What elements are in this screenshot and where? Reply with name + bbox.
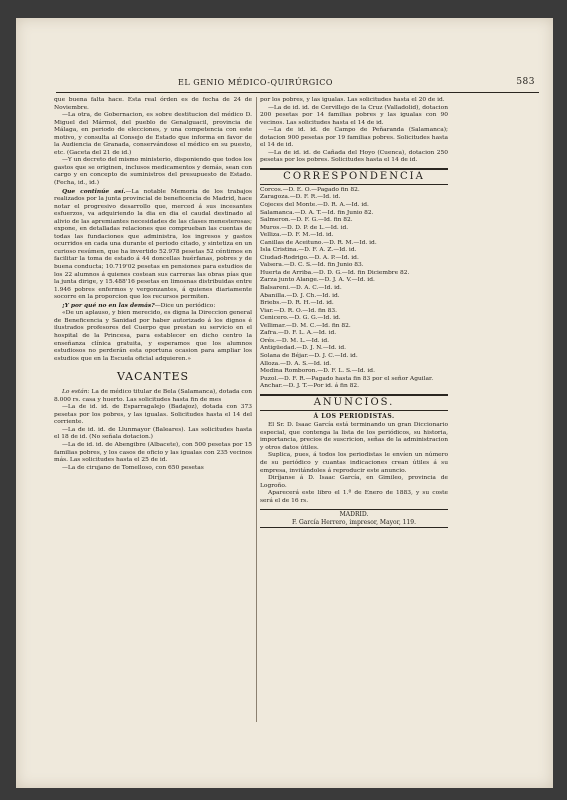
vacancy-item: —La de id. id. de Esparragalejo (Badajoz), dotada con 373 pesetas por los pobres, y las igualas. Solicitudes hasta el 14 del corriente. xyxy=(54,404,252,426)
correspondence-entry: Solana de Béjar.—D. J. C.—Id. id. xyxy=(260,352,358,359)
vacancy-item: —La de id. id. de Cervillejo de la Cruz (Valladolid), dotacion 200 pesetas por 14 familias pobres y las igualas con 90 vecinos. Las solicitudes hasta el 14 de id. xyxy=(260,104,448,126)
paragraph: —Y un decreto del mismo ministerio, disponiendo que todos los gastos que se originen, inclusos medicamentos y demás, sean con cargo y en concepto de suministros del presupuesto de Estado. (Fecha, id., id.) xyxy=(54,157,252,187)
correspondence-entry: Salamanca.—D. A. T.—Id. fin Junio 82. xyxy=(260,209,374,216)
header-rule xyxy=(56,92,539,93)
column-divider xyxy=(256,97,257,722)
correspondence-entry: Balsareni.—D. A. C.—Id. id. xyxy=(260,285,342,292)
paragraph xyxy=(54,302,252,311)
vacancy-item: —La de id. id. de Campo de Peñaranda (Salamanca); dotacion 900 pesetas por 19 familias pobres. Solicitudes hasta el 14 de id. xyxy=(260,127,448,149)
vacancy-item: por los pobres, y las igualas. Las solicitudes hasta el 20 de id. xyxy=(260,97,445,103)
correspondence-entry: Alloza.—D. A. S.—Id. id. xyxy=(260,360,332,367)
correspondence-entry: Cenicero.—D. G. G.—Id. id. xyxy=(260,315,341,322)
right-column xyxy=(260,97,448,528)
correspondence-entry: Cojeces del Monte.—D. R. A.—Id. id. xyxy=(260,202,369,209)
vacantes-heading: VACANTES xyxy=(116,370,190,384)
left-column xyxy=(54,97,252,472)
correspondence-entry: Medina Romboron.—D. F. L. S.—Id. id. xyxy=(260,368,375,375)
correspondence-entry: Velliza.—D. F. M.—Id. id. xyxy=(260,232,334,239)
paragraph-text: —La notable Memoria de los trabajos realizados por la junta provincial de beneficencia de Madrid, hace notar el progresivo desarrollo que, merced á sus incesantes esfuerzos, va adquiriendo la dia en dia el caudal destinado al alivio de las apremiantes necesidades de las clases menesterosas; expone, en detalladas relaciones que comprueban las cuentas de todas las fundaciones que administra, los ingresos y gastos ocurridos en cada una durante el periodo citado, y sintetiza en un curioso resúmen, que ha invertido 52.978 pesetas 52 céntimos en facilitar la toma de estado á 44 doncellas huérfanas, pobres y de buena conducta; 10.719'02 pesetas en pensiones para estudios de los 22 alumnos á quienes costean sus carreras las obras pías que la junta dirige, y 15.488'16 pesetas en limosnas distribuidas entre 1.946 pobres enfermos y vergonzantes, á quienes diariamente socorre en la proporcion que los recursos permiten. xyxy=(54,188,252,301)
correspondence-entry: Zarza junto Alange.—D. J. A. V.—Id. id. xyxy=(260,277,375,284)
imprint-city: MADRID. xyxy=(339,511,369,519)
printer-imprint xyxy=(260,509,448,528)
correspondence-entry: Viar.—D. R. O.—Id. fin 83. xyxy=(260,307,337,314)
correspondence-entry: Isla Cristina.—D. F. A. Z.—Id. id. xyxy=(260,247,357,254)
vacancy-item: —La de id. id. de Abengibre (Albacete), con 500 pesetas por 15 familias pobres, y los casos de oficio y las igualas con 235 vecinos más. Las solicitudes hasta el 25 de id. xyxy=(54,441,252,464)
correspondence-entry: Orés.—D. M. L.—Id. id. xyxy=(260,337,329,344)
correspondence-entry: Antigüedad.—D. J. N.—Id. id. xyxy=(260,345,346,352)
correspondence-entry: Valsera.—D. C. S.—Id. fin Junio 83. xyxy=(260,262,364,269)
correspondence-entry: Ciudad-Rodrigo.—D. A. P.—Id. id. xyxy=(260,254,359,261)
vacancy-item: —La de cirujano de Tomelloso, con 650 pesetas xyxy=(62,464,204,471)
correspondence-entry: Salmeron.—D. F. G.—Id. fin 82. xyxy=(260,217,353,224)
imprint-printer: F. García Herrero, impresor, Mayor, 119. xyxy=(291,518,417,526)
paragraph-text: La de médico titular de Bela (Salamanca), dotada con 8.000 rs. casa y huerto. Las solicitudes hasta fin de mes xyxy=(54,389,253,403)
correspondence-list xyxy=(260,187,448,391)
correspondence-entry: Corcos.—D. E. O.—Pagado fin 82. xyxy=(260,186,360,193)
correspondence-entry: Briebs.—D. R. H.—Id. id. xyxy=(260,300,334,307)
newspaper-page xyxy=(16,18,553,788)
page-header xyxy=(56,76,539,90)
correspondence-entry: Huerta de Arriba.—D. D. G.—Id. fin Diciembre 82. xyxy=(260,269,410,276)
announcement-paragraph: Diríjanse á D. Isaac García, en Gimileo, provincia de Logroño. xyxy=(260,475,448,489)
correspondence-entry: Muros.—D. D. P. de L.—Id. id. xyxy=(260,224,349,231)
paragraph: —La otra, de Gobernacion, es sobre destitucion del médico D. Miguel del Mármol, del pueblo de Genalguacil, provincia de Málaga, en periodo de elecciones, y una competencia con este motivo, y consulta al Consejo de Estado que informa en favor de la Audiencia de Granada, conservándose el médico en su puesto, etc. (Gaceta del 21 de id.) xyxy=(54,112,252,156)
paragraph-text: —Dice un periódico: xyxy=(154,302,216,309)
anuncios-subheading: Á LOS PERIODISTAS. xyxy=(313,412,395,420)
anuncios-heading: ANUNCIOS. xyxy=(260,394,448,411)
correspondence-entry: Vellimar.—D. M. C.—Id. fin 82. xyxy=(260,322,351,329)
vacancy-item: —La de id. id. de Llunmayor (Baleares). Las solicitudes hasta el 18 de id. (No señala dotacion.) xyxy=(54,426,252,441)
correspondence-entry: Canillas de Aceituno.—D. R. M.—Id. id. xyxy=(260,239,377,246)
vacancy-item: —La de id. id. de Cañada del Hoyo (Cuenca), dotacion 250 pesetas por los pobres. Solicitudes hasta el 14 de id. xyxy=(260,149,448,164)
correspondence-entry: Zaragoza.—D. F. R.—Id. id. xyxy=(260,194,341,201)
paragraph-lead: Lo están: xyxy=(62,389,90,396)
announcement-paragraph: Aparecerá este libro el 1.º de Enero de 1883, y su coste será el de 16 rs. xyxy=(260,490,448,504)
paragraph xyxy=(54,188,252,302)
paragraph: que buena falta hace. Esta real órden es de fecha de 24 de Noviembre. xyxy=(54,97,252,111)
correspondence-entry: Anchar.—D. J. T.—Por id. á fin 82. xyxy=(260,383,360,390)
vacancy-item xyxy=(54,389,252,404)
correspondence-entry: Puzol.—D. F. R.—Pagado hasta fin 83 por el señor Aguilar. xyxy=(260,375,434,382)
paragraph-lead: ¡Y por qué no en las demás? xyxy=(62,301,155,309)
paragraph-lead: Que continúe así. xyxy=(62,187,126,195)
journal-title: EL GENIO MÉDICO-QUIRÚRGICO xyxy=(178,78,333,87)
page-number: 583 xyxy=(516,77,535,87)
announcement-paragraph: El Sr. D. Isaac García está terminando un gran Diccionario especial, que contenga la lista de los periódicos, su historia, importancia, precios de suscricion, señas de la administracion y otros datos útiles. xyxy=(260,422,448,451)
correspondence-entry: Abanilla.—D. J. Ch.—Id. id. xyxy=(260,292,340,299)
paragraph: «De un aplauso, y bien merecido, es digna la Direccion general de Beneficencia y Sanidad por haber autorizado á los dignos é ilustrados profesores del Cuerpo que prestan su servicio en el hospital de la Princesa, para establecer en dicho centro la enseñanza clínica gratuita, y esperamos que los alumnos estudiosos no perderán esta oportuna ocasion para ampliar los estudios que en la Escuela oficial adquieren.» xyxy=(54,310,252,362)
announcement-paragraph: Suplica, pues, á todos los periodistas le envíen un número de su periódico y cuantas indicaciones crean útiles á su empresa, invitándoles á reproducir este anuncio. xyxy=(260,452,448,474)
correspondence-entry: Zafra.—D. F. L. A.—Id. id. xyxy=(260,330,337,337)
correspondencia-heading: CORRESPONDENCIA xyxy=(260,168,448,185)
